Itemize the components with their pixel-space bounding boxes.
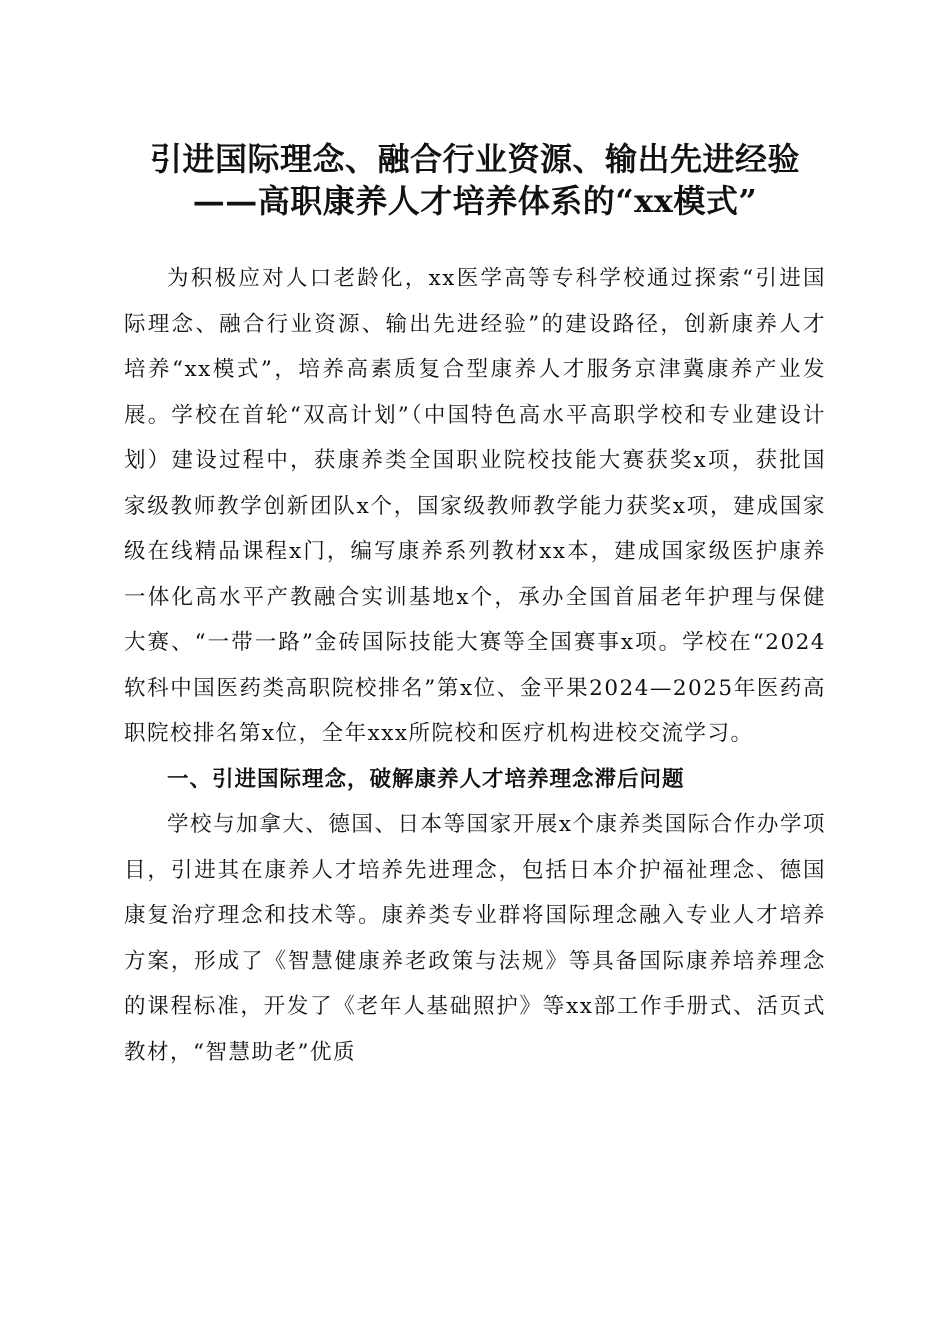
section-heading-1: 一、引进国际理念，破解康养人才培养理念滞后问题	[167, 766, 685, 792]
document-body	[124, 256, 826, 1075]
intro-paragraph: 为积极应对人口老龄化，xx医学高等专科学校通过探索“引进国际理念、融合行业资源、输出先进经验”的建设路径，创新康养人才培养“xx模式”，培养高素质复合型康养人才服务京津冀康养产业发展。学校在首轮“双高计划”（中国特色高水平高职学校和专业建设计划）建设过程中，获康养类全国职业院校技能大赛获奖x项，获批国家级教师教学创新团队x个，国家级教师教学能力获奖x项，建成国家级在线精品课程x门，编写康养系列教材xx本，建成国家级医护康养一体化高水平产教融合实训基地x个，承办全国首届老年护理与保健大赛、“一带一路”金砖国际技能大赛等全国赛事x项。学校在“2024软科中国医药类高职院校排名”第x位、金平果2024—2025年医药高职院校排名第x位，全年xxx所院校和医疗机构进校交流学习。	[124, 266, 826, 746]
title-line-1: 引进国际理念、融合行业资源、输出先进经验	[149, 140, 800, 178]
section-1-paragraph: 学校与加拿大、德国、日本等国家开展x个康养类国际合作办学项目，引进其在康养人才培养先进理念，包括日本介护福祉理念、德国康复治疗理念和技术等。康养类专业群将国际理念融入专业人才培养方案，形成了《智慧健康养老政策与法规》等具备国际康养培养理念的课程标准，开发了《老年人基础照护》等xx部工作手册式、活页式教材，“智慧助老”优质	[124, 812, 826, 1065]
title-line-2: ——高职康养人才培养体系的“xx模式”	[192, 182, 758, 220]
document-title	[100, 138, 850, 222]
